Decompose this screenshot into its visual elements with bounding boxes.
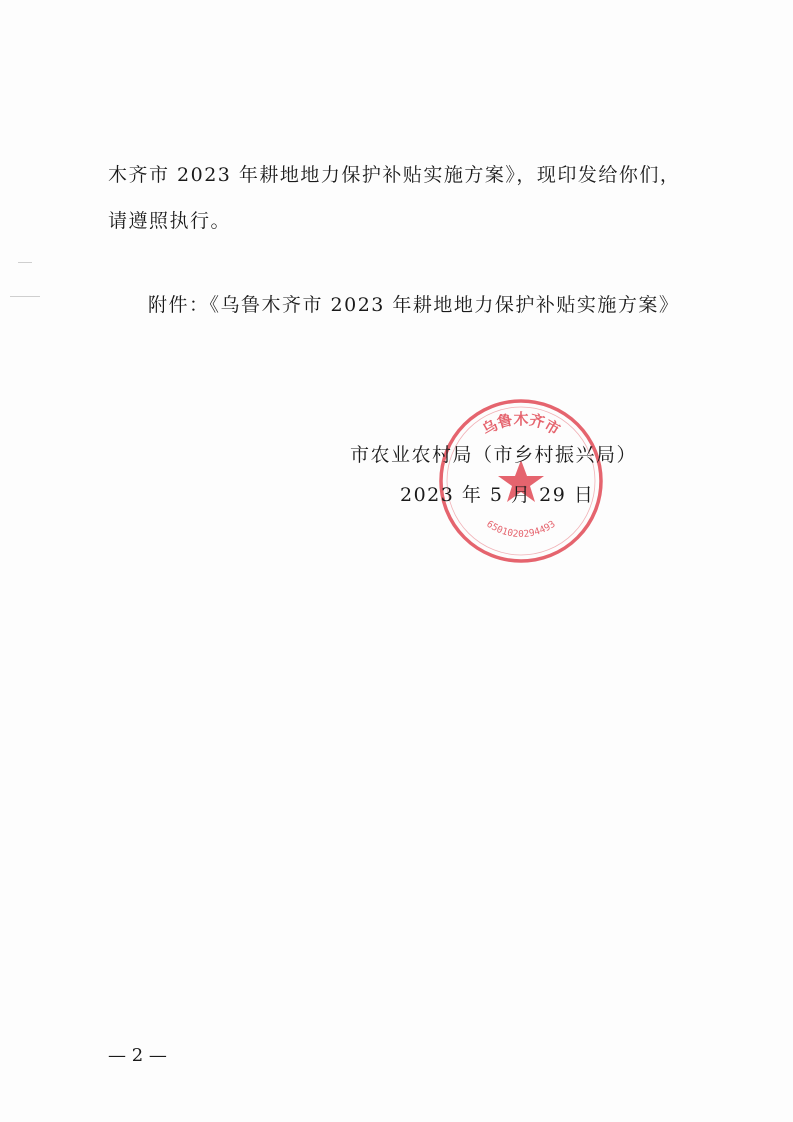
body-text-line: 请遵照执行。 bbox=[108, 210, 232, 232]
page-number: — 2 — bbox=[108, 1045, 167, 1066]
seal-top-text: 乌鲁木齐市 bbox=[478, 410, 564, 439]
scan-mark bbox=[18, 262, 32, 263]
issue-date: 2023 年 5 月 29 日 bbox=[400, 484, 595, 506]
svg-text:6501020294493 bbox=[484, 519, 557, 540]
body-text-line: 木齐市 2023 年耕地地力保护补贴实施方案》，现印发给你们， bbox=[108, 164, 681, 186]
scan-mark bbox=[10, 296, 40, 297]
svg-text:乌鲁木齐市 bbox=[479, 410, 563, 439]
sender-name: 市农业农村局（市乡村振兴局） bbox=[350, 444, 638, 466]
attachment-line: 附件：《乌鲁木齐市 2023 年耕地地力保护补贴实施方案》 bbox=[148, 294, 680, 316]
seal-number: 6501020294493 bbox=[484, 518, 558, 540]
